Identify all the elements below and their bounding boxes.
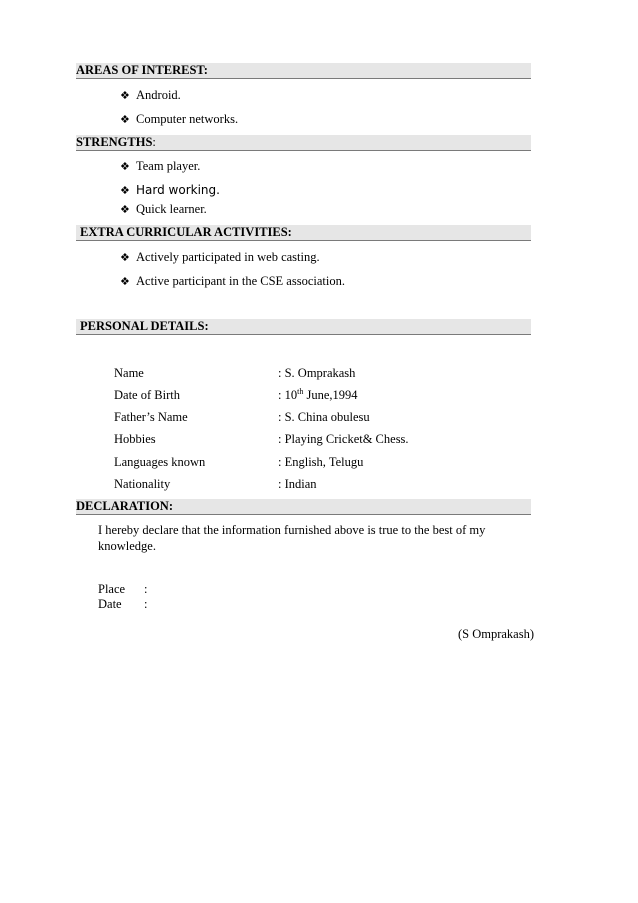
diamond-bullet-icon: ❖ [120, 113, 130, 126]
list-item-text: Team player. [136, 159, 201, 173]
section-title: STRENGTHS [76, 135, 153, 149]
signature-name: (S Omprakash) [457, 627, 534, 641]
list-item-text: Actively participated in web casting. [136, 250, 320, 264]
place-label: Place [98, 582, 126, 596]
personal-detail-value: : Indian [278, 477, 317, 491]
personal-detail-value: : Playing Cricket& Chess. [278, 432, 409, 446]
place-value: : [144, 582, 148, 596]
list-item-text: Active participant in the CSE association. [136, 274, 345, 288]
list-item-text: Android. [136, 88, 181, 102]
personal-detail-value [278, 388, 358, 403]
section-title: PERSONAL DETAILS: [80, 319, 209, 333]
section-header-extra-curricular [76, 225, 531, 241]
list-item [120, 250, 320, 265]
declaration-text-line: knowledge. [98, 539, 156, 553]
dob-prefix: : 10 [278, 388, 298, 402]
section-header-personal-details [76, 319, 531, 335]
section-title: EXTRA CURRICULAR ACTIVITIES: [80, 225, 292, 239]
section-header-declaration [76, 499, 531, 515]
section-header-areas-of-interest [76, 63, 531, 79]
personal-detail-value: : S. China obulesu [278, 410, 370, 424]
list-item-text: Quick learner. [136, 202, 207, 216]
list-item-text: Computer networks. [136, 112, 239, 126]
diamond-bullet-icon: ❖ [120, 184, 130, 197]
list-item [120, 112, 238, 127]
diamond-bullet-icon: ❖ [120, 203, 130, 216]
declaration-text-line: I hereby declare that the information furnished above is true to the best of my [98, 523, 486, 537]
diamond-bullet-icon: ❖ [120, 160, 130, 173]
personal-detail-label: Hobbies [114, 432, 156, 446]
date-label: Date [98, 597, 122, 611]
section-title-suffix: : [152, 135, 156, 149]
diamond-bullet-icon: ❖ [120, 251, 130, 264]
date-value: : [144, 597, 148, 611]
section-title: AREAS OF INTEREST: [76, 63, 208, 77]
personal-detail-label: Nationality [114, 477, 171, 491]
list-item [120, 202, 207, 217]
list-item [120, 159, 200, 174]
dob-ordinal: th [297, 386, 304, 396]
list-item-text: Hard working. [136, 183, 220, 197]
list-item [120, 183, 220, 198]
diamond-bullet-icon: ❖ [120, 275, 130, 288]
diamond-bullet-icon: ❖ [120, 89, 130, 102]
personal-detail-label: Father’s Name [114, 410, 188, 424]
section-title: DECLARATION: [76, 499, 173, 513]
section-header-strengths [76, 135, 531, 151]
personal-detail-label: Name [114, 366, 144, 380]
personal-detail-label: Date of Birth [114, 388, 180, 402]
personal-detail-value: : S. Omprakash [278, 366, 356, 380]
list-item [120, 274, 345, 289]
personal-detail-value: : English, Telugu [278, 455, 364, 469]
dob-suffix: June,1994 [303, 388, 358, 402]
list-item [120, 88, 181, 103]
personal-detail-label: Languages known [114, 455, 206, 469]
